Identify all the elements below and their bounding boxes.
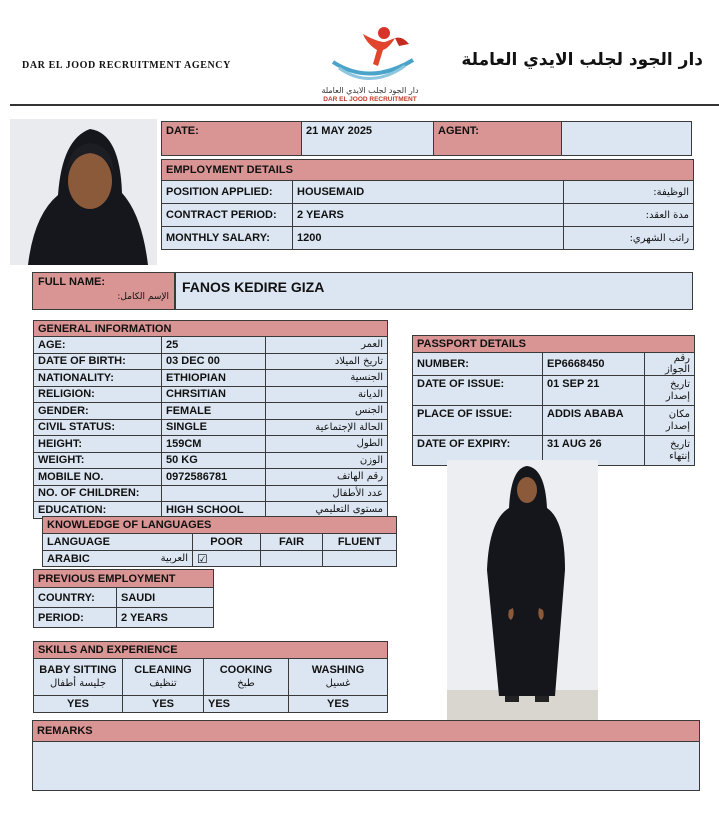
education-value: HIGH SCHOOL (162, 502, 266, 519)
skill-baby-sitting-label-arabic: جليسة أطفال (49, 678, 107, 689)
agent-label: AGENT: (434, 122, 562, 156)
children-label-arabic: عدد الأطفال (266, 485, 388, 502)
religion-label-arabic: الديانة (266, 386, 388, 403)
full-name-label-arabic: الإسم الكامل: (117, 292, 169, 302)
education-label: EDUCATION: (34, 502, 162, 519)
date-of-expiry-label-arabic: تاريخ إنتهاء (645, 436, 695, 466)
agency-logo (305, 24, 435, 104)
remarks-value (33, 742, 700, 791)
employment-details-title: EMPLOYMENT DETAILS (162, 160, 694, 181)
language-arabic-name-arabic: العربية (160, 552, 188, 564)
date-of-expiry-label: DATE OF EXPIRY: (413, 436, 543, 466)
civil-status-label: CIVIL STATUS: (34, 419, 162, 436)
skill-washing-value: YES (289, 696, 388, 713)
skill-washing (289, 659, 388, 696)
date-of-issue-label-arabic: تاريخ إصدار (645, 376, 695, 406)
mobile-label-arabic: رقم الهاتف (266, 469, 388, 486)
monthly-salary-value: 1200 (293, 227, 564, 250)
contract-period-value: 2 YEARS (293, 204, 564, 227)
applicant-full-body-photo (447, 460, 598, 720)
fluent-check-cell (323, 551, 397, 567)
passport-number-label: NUMBER: (413, 353, 543, 376)
skill-cleaning-label: CLEANING (134, 664, 192, 676)
nationality-value: ETHIOPIAN (162, 370, 266, 387)
position-value: HOUSEMAID (293, 181, 564, 204)
monthly-salary-label: MONTHLY SALARY: (162, 227, 293, 250)
skill-baby-sitting-label: BABY SITTING (39, 664, 117, 676)
skill-cooking-label-arabic: طبخ (237, 678, 255, 689)
languages-table (42, 516, 397, 567)
civil-status-value: SINGLE (162, 419, 266, 436)
skill-cleaning-value: YES (123, 696, 204, 713)
date-agent-table (161, 121, 692, 156)
height-label-arabic: الطول (266, 436, 388, 453)
height-value: 159CM (162, 436, 266, 453)
skill-cooking-label: COOKING (219, 664, 273, 676)
date-of-expiry-value: 31 AUG 26 (543, 436, 645, 466)
skill-cooking-value: YES (204, 696, 289, 713)
mobile-label: MOBILE NO. (34, 469, 162, 486)
agency-name-english: DAR EL JOOD RECRUITMENT AGENCY (22, 60, 231, 71)
nationality-label: NATIONALITY: (34, 370, 162, 387)
skills-table (33, 641, 388, 713)
skill-washing-label: WASHING (311, 664, 365, 676)
checkbox-checked-icon: ☑ (197, 551, 208, 566)
logo-arabic-text: دار الجود لجلب الايدي العاملة (321, 86, 419, 95)
language-arabic-name: ARABIC (47, 552, 90, 565)
date-of-issue-label: DATE OF ISSUE: (413, 376, 543, 406)
religion-label: RELIGION: (34, 386, 162, 403)
age-label-arabic: العمر (266, 337, 388, 354)
previous-country-value: SAUDI (117, 588, 214, 608)
header-divider (10, 104, 719, 106)
place-of-issue-value: ADDIS ABABA (543, 406, 645, 436)
weight-label-arabic: الوزن (266, 452, 388, 469)
dob-label: DATE OF BIRTH: (34, 353, 162, 370)
fluent-column-header: FLUENT (323, 534, 397, 551)
dob-value: 03 DEC 00 (162, 353, 266, 370)
civil-status-label-arabic: الحالة الإجتماعية (266, 419, 388, 436)
skill-cooking (204, 659, 289, 696)
poor-column-header: POOR (193, 534, 261, 551)
general-information-title: GENERAL INFORMATION (34, 321, 388, 337)
previous-employment-title: PREVIOUS EMPLOYMENT (34, 570, 214, 588)
age-label: AGE: (34, 337, 162, 354)
contract-period-label: CONTRACT PERIOD: (162, 204, 293, 227)
religion-value: CHRSITIAN (162, 386, 266, 403)
agency-name-arabic: دار الجود لجلب الايدي العاملة (461, 50, 703, 70)
place-of-issue-label: PLACE OF ISSUE: (413, 406, 543, 436)
skill-cleaning (123, 659, 204, 696)
passport-details-table (412, 335, 695, 466)
general-information-table (33, 320, 388, 519)
applicant-headshot-photo (10, 119, 157, 265)
contract-period-label-arabic: مدة العقد: (564, 204, 694, 227)
language-arabic-cell (43, 551, 193, 567)
employment-details-table (161, 159, 694, 250)
dob-label-arabic: تاريخ الميلاد (266, 353, 388, 370)
previous-employment-table (33, 569, 214, 628)
age-value: 25 (162, 337, 266, 354)
language-column-header: LANGUAGE (43, 534, 193, 551)
previous-period-label: PERIOD: (34, 608, 117, 628)
position-label-arabic: الوظيفة: (564, 181, 694, 204)
poor-check-cell (193, 551, 261, 567)
education-label-arabic: مستوى التعليمي (266, 502, 388, 519)
full-name-label-box (32, 272, 175, 310)
weight-label: WEIGHT: (34, 452, 162, 469)
previous-period-value: 2 YEARS (117, 608, 214, 628)
passport-details-title: PASSPORT DETAILS (413, 336, 695, 353)
place-of-issue-label-arabic: مكان إصدار (645, 406, 695, 436)
gender-value: FEMALE (162, 403, 266, 420)
languages-title: KNOWLEDGE OF LANGUAGES (43, 517, 397, 534)
fair-column-header: FAIR (261, 534, 323, 551)
previous-country-label: COUNTRY: (34, 588, 117, 608)
date-value: 21 MAY 2025 (302, 122, 434, 156)
logo-english-text: DAR EL JOOD RECRUITMENT (323, 96, 417, 103)
full-name-label: FULL NAME: (38, 276, 106, 288)
skill-cleaning-label-arabic: تنظيف (149, 678, 177, 689)
skill-washing-label-arabic: غسيل (325, 678, 351, 689)
passport-number-label-arabic: رقم الجواز (645, 353, 695, 376)
children-value (162, 485, 266, 502)
mobile-value: 0972586781 (162, 469, 266, 486)
full-name-value-box (175, 272, 693, 310)
skill-baby-sitting (34, 659, 123, 696)
nationality-label-arabic: الجنسية (266, 370, 388, 387)
fair-check-cell (261, 551, 323, 567)
date-of-issue-value: 01 SEP 21 (543, 376, 645, 406)
remarks-title: REMARKS (33, 721, 700, 742)
logo-mark-icon (305, 24, 435, 86)
children-label: NO. OF CHILDREN: (34, 485, 162, 502)
gender-label-arabic: الجنس (266, 403, 388, 420)
full-name-value: FANOS KEDIRE GIZA (182, 279, 325, 295)
date-label: DATE: (162, 122, 302, 156)
monthly-salary-label-arabic: راتب الشهري: (564, 227, 694, 250)
height-label: HEIGHT: (34, 436, 162, 453)
agent-value (562, 122, 692, 156)
skills-title: SKILLS AND EXPERIENCE (34, 642, 388, 659)
passport-number-value: EP6668450 (543, 353, 645, 376)
skill-baby-sitting-value: YES (34, 696, 123, 713)
weight-value: 50 KG (162, 452, 266, 469)
gender-label: GENDER: (34, 403, 162, 420)
position-label: POSITION APPLIED: (162, 181, 293, 204)
remarks-table (32, 720, 700, 791)
